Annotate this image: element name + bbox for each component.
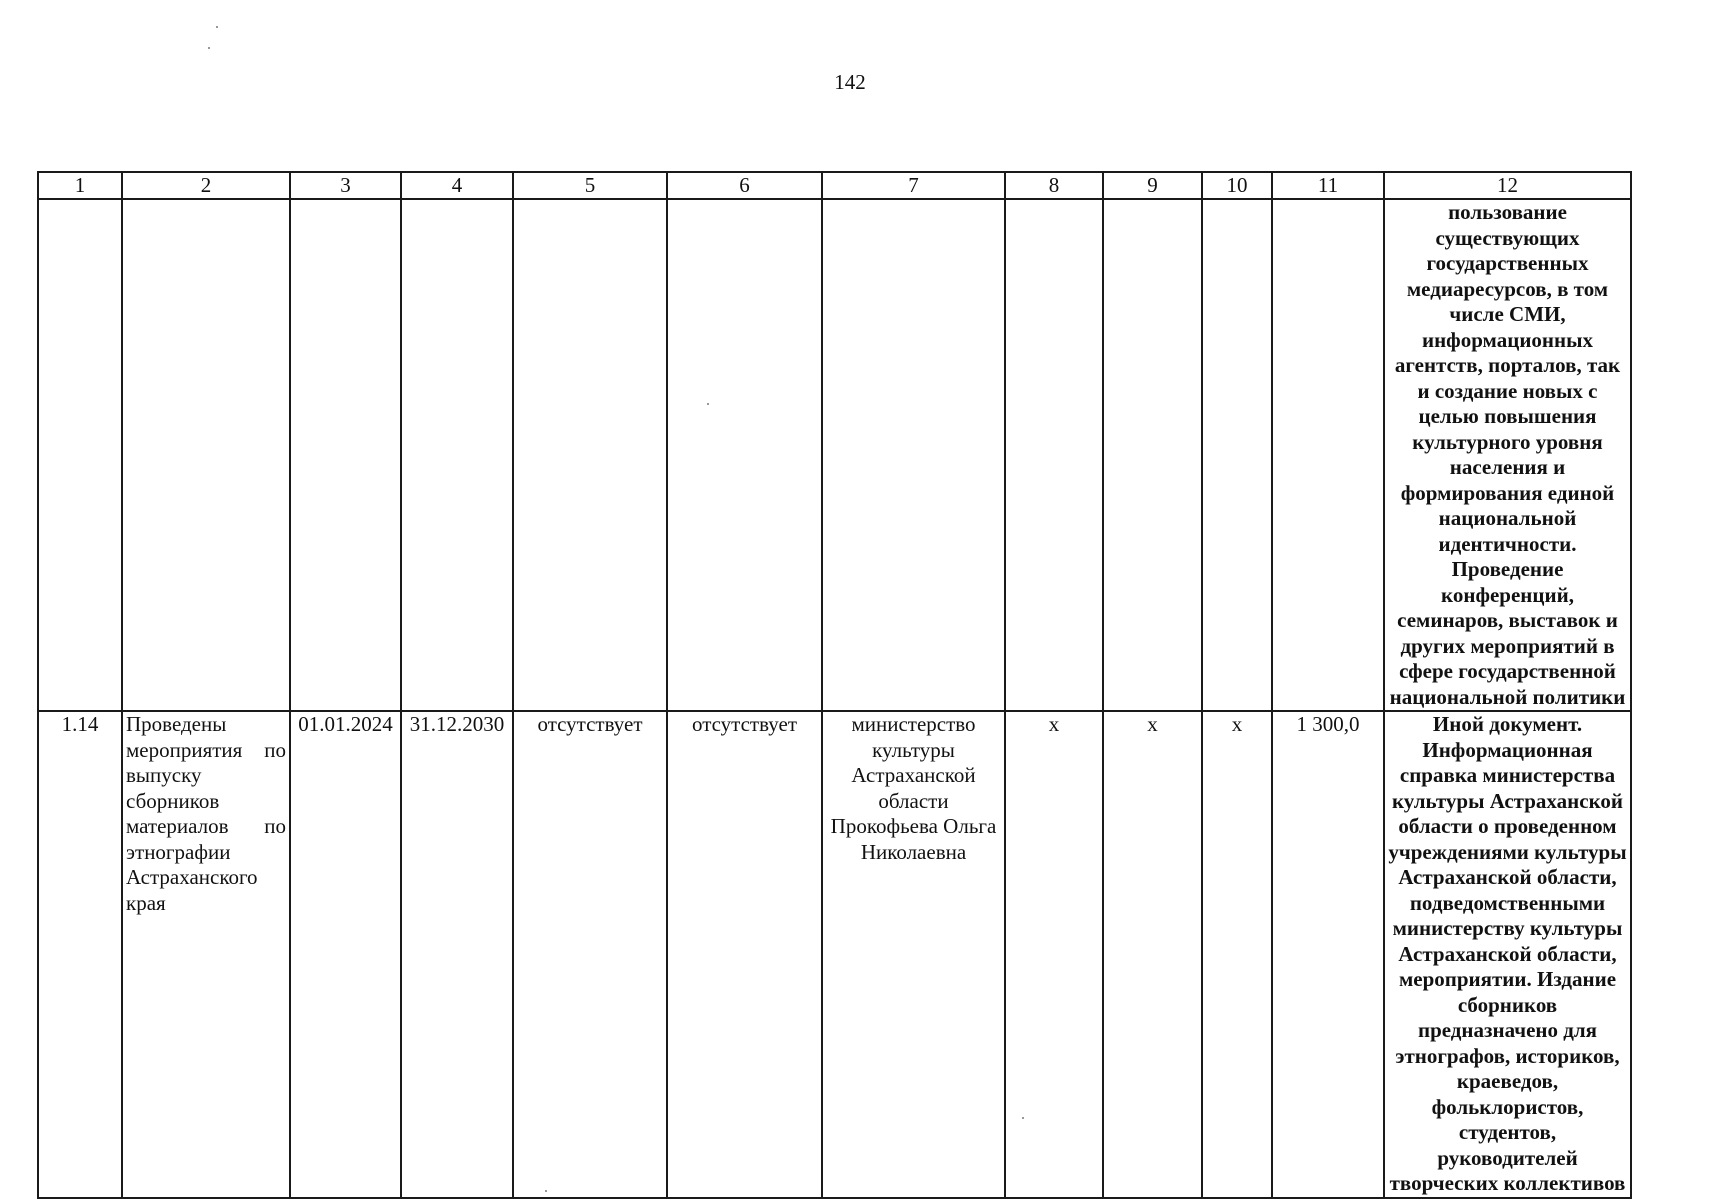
cell-start-date: 01.01.2024 — [290, 711, 401, 1198]
cell-responsible — [822, 199, 1005, 711]
cell-description: пользование существующих государственных медиаресурсов, в том числе СМИ, информационных агентств, порталов, так и создание новых с целью повышения культурного уровня населения и формирования единой национальной идентичности. Проведение конференций, семинаров, выставок и других мероприятий в сфере государственной национальной политики — [1384, 199, 1631, 711]
column-header: 11 — [1272, 172, 1384, 199]
cell-amount — [1272, 199, 1384, 711]
cell-responsible: министерство культуры Астраханской области Прокофьева Ольга Николаевна — [822, 711, 1005, 1198]
cell-col6 — [667, 199, 822, 711]
column-header: 5 — [513, 172, 667, 199]
cell-col5: отсутствует — [513, 711, 667, 1198]
cell-col8 — [1005, 199, 1103, 711]
cell-col9: х — [1103, 711, 1202, 1198]
column-header: 12 — [1384, 172, 1631, 199]
cell-name: Проведены мероприятия по выпуску сборников материалов по этнографии Астраханского края — [122, 711, 290, 1198]
cell-col9 — [1103, 199, 1202, 711]
scan-speck — [545, 1190, 547, 1192]
column-header: 4 — [401, 172, 513, 199]
cell-col10: х — [1202, 711, 1272, 1198]
data-table — [37, 171, 1632, 1199]
table-row — [38, 199, 1631, 711]
cell-end-date — [401, 199, 513, 711]
cell-col10 — [1202, 199, 1272, 711]
page-number: 142 — [834, 70, 866, 94]
column-header: 1 — [38, 172, 122, 199]
cell-description: Иной документ. Информационная справка министерства культуры Астраханской области о проведенном учреждениями культуры Астраханской области, подведомственными министерству культуры Астраханской области, мероприятии. Издание сборников предназначено для этнографов, историков, краеведов, фольклористов, студентов, руководителей творческих коллективов — [1384, 711, 1631, 1198]
cell-start-date — [290, 199, 401, 711]
scan-speck — [1022, 1117, 1024, 1119]
column-header: 8 — [1005, 172, 1103, 199]
scan-speck — [208, 47, 210, 49]
cell-number — [38, 199, 122, 711]
column-header: 9 — [1103, 172, 1202, 199]
column-header: 3 — [290, 172, 401, 199]
cell-col6: отсутствует — [667, 711, 822, 1198]
cell-amount: 1 300,0 — [1272, 711, 1384, 1198]
column-header: 10 — [1202, 172, 1272, 199]
scan-speck — [216, 26, 218, 28]
cell-number: 1.14 — [38, 711, 122, 1198]
cell-col5 — [513, 199, 667, 711]
column-header: 2 — [122, 172, 290, 199]
column-header: 6 — [667, 172, 822, 199]
table-row — [38, 711, 1631, 1198]
column-header: 7 — [822, 172, 1005, 199]
column-number-header-row — [38, 172, 1631, 199]
cell-name — [122, 199, 290, 711]
cell-col8: х — [1005, 711, 1103, 1198]
cell-end-date: 31.12.2030 — [401, 711, 513, 1198]
